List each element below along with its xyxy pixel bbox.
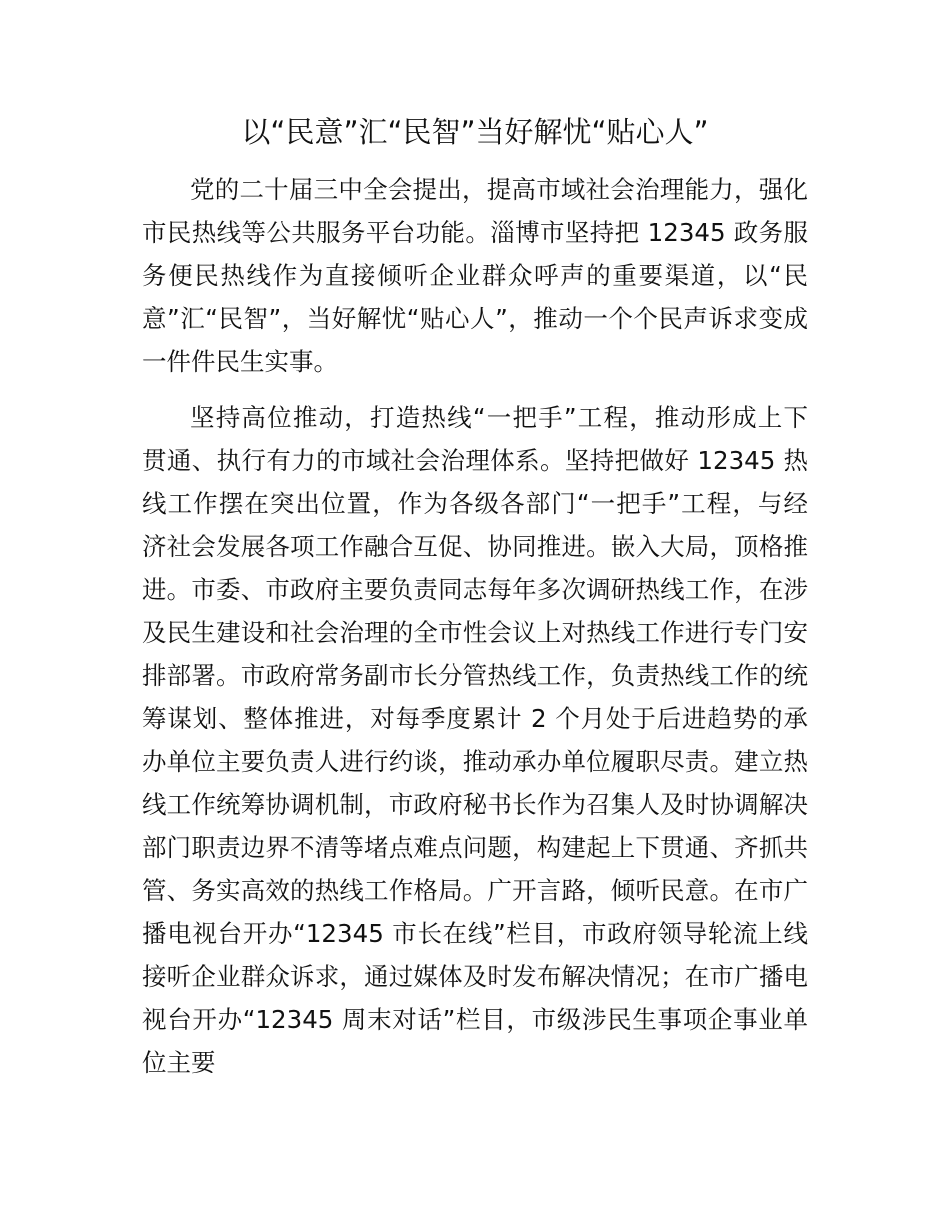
text-line: 接听企业群众诉求，通过媒体及时发布解决情况；在市广播电 [142,962,808,991]
text-line: 一件件民生实事。 [142,347,338,376]
text-line: 及民生建设和社会治理的全市性会议上对热线工作进行专门安 [142,618,808,647]
paragraph-1 [142,168,808,383]
text-line: 贯通、执行有力的市域社会治理体系。坚持把做好 12345 热 [142,446,808,475]
text-line: 管、务实高效的热线工作格局。广开言路，倾听民意。在市广 [142,876,808,905]
text-line: 意”汇“民智”，当好解忧“贴心人”，推动一个个民声诉求变成 [142,304,808,333]
text-line: 位主要 [142,1048,216,1077]
text-line: 济社会发展各项工作融合互促、协同推进。嵌入大局，顶格推 [142,532,808,561]
text-line: 筹谋划、整体推进，对每季度累计 2 个月处于后进趋势的承 [142,704,808,733]
text-line: 线工作摆在突出位置，作为各级各部门“一把手”工程，与经 [142,489,808,518]
text-line: 部门职责边界不清等堵点难点问题，构建起上下贯通、齐抓共 [142,833,808,862]
text-line: 进。市委、市政府主要负责同志每年多次调研热线工作，在涉 [142,575,808,604]
text-line: 排部署。市政府常务副市长分管热线工作，负责热线工作的统 [142,661,808,690]
text-line: 线工作统筹协调机制，市政府秘书长作为召集人及时协调解决 [142,790,808,819]
text-line: 办单位主要负责人进行约谈，推动承办单位履职尽责。建立热 [142,747,808,776]
text-line: 党的二十届三中全会提出，提高市域社会治理能力，强化 [190,175,808,204]
text-line: 坚持高位推动，打造热线“一把手”工程，推动形成上下 [190,403,808,432]
text-line: 视台开办“12345 周末对话”栏目，市级涉民生事项企事业单 [142,1005,808,1034]
text-line: 务便民热线作为直接倾听企业群众呼声的重要渠道，以“民 [142,261,808,290]
paragraph-2 [142,396,808,1084]
document-title: 以“民意”汇“民智”当好解忧“贴心人” [241,115,709,149]
text-line: 播电视台开办“12345 市长在线”栏目，市政府领导轮流上线 [142,919,808,948]
text-line: 市民热线等公共服务平台功能。淄博市坚持把 12345 政务服 [142,218,808,247]
